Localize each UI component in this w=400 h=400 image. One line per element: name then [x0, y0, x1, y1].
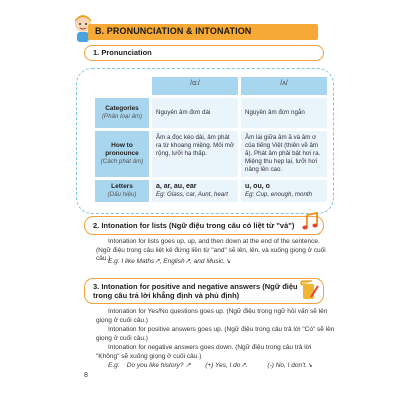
pronunciation-title: 1. Pronunciation: [93, 48, 152, 57]
table-corner: [95, 77, 149, 95]
lists-example: E.g: I like Maths↗, English↗, and Music.↘: [108, 258, 231, 265]
answers-example: E.g: Do you like history? ↗ (+) Yes, I do↗. (-) No, I don't.↘: [108, 362, 313, 369]
answers-para-3: Intonation for negative answers goes down. (Ngữ điệu trong câu trả lời "Không" sẽ xuống giọng ở cuối câu.): [96, 344, 312, 360]
answers-para-2: Intonation for positive answers goes up. (Ngữ điệu trong câu trả lời "Có" sẽ lên giọng ở cuối câu.): [96, 326, 335, 342]
column-header-long-a: /ɑ:/: [152, 77, 238, 95]
answers-title: 3. Intonation for positive and negative answers (Ngữ điệu trong câu trả lời khẳng định và phủ định): [93, 282, 298, 300]
answers-para-1: Intonation for Yes/No questions goes up. (Ngữ điệu trong ngữ hỏi vấn sẽ lên giọng ở cuối câu.): [96, 308, 328, 324]
row-header-letters: Letters (Dấu hiệu): [95, 180, 149, 202]
pronunciation-subheader: [84, 45, 324, 61]
lists-title: 2. Intonation for lists (Ngữ điệu trong câu có liệt từ "và"): [93, 221, 295, 230]
row-header-how-to-pronounce: How to pronounce (Cách phát âm): [95, 131, 149, 177]
lists-body: Intonation for lists goes up, up, and then down at the end of the sentence. (Ngữ điệu trong câu liệt kê đứng liền từ "and" sẽ lên, lên, và xuống giọng ở cuối câu.): [96, 238, 326, 263]
music-notes-icon: [300, 212, 320, 232]
table-cell: Nguyên âm đơn ngắn: [241, 98, 327, 128]
answers-subheader: [84, 278, 324, 304]
section-title: B. PRONUNCIATION & INTONATION: [95, 26, 252, 36]
table-cell: a, ar, au, ear Eg: Glass, car, Aunt, heart: [152, 180, 238, 202]
table-cell: Âm lai giữa âm ă và âm ơ của tiếng Việt (thiên về âm ă). Phát âm phải bật hơi ra. Miệng thu hẹp lại, lưỡi hơi nâng lên cao.: [241, 131, 327, 177]
pronunciation-table: [92, 74, 330, 205]
table-cell: u, ou, o Eg: Cup, enough, month: [241, 180, 327, 202]
lists-subheader: [84, 216, 324, 235]
row-header-categories: Categories (Phân loại âm): [95, 98, 149, 128]
table-cell: Nguyên âm đơn dài: [152, 98, 238, 128]
page-number: 8: [84, 372, 88, 379]
scroll-pen-icon: [300, 280, 320, 302]
column-header-short-u: /ʌ/: [241, 77, 327, 95]
table-cell: Âm a đọc kéo dài, âm phát ra từ khoang miệng. Môi mở rộng, lưỡi hạ thấp.: [152, 131, 238, 177]
